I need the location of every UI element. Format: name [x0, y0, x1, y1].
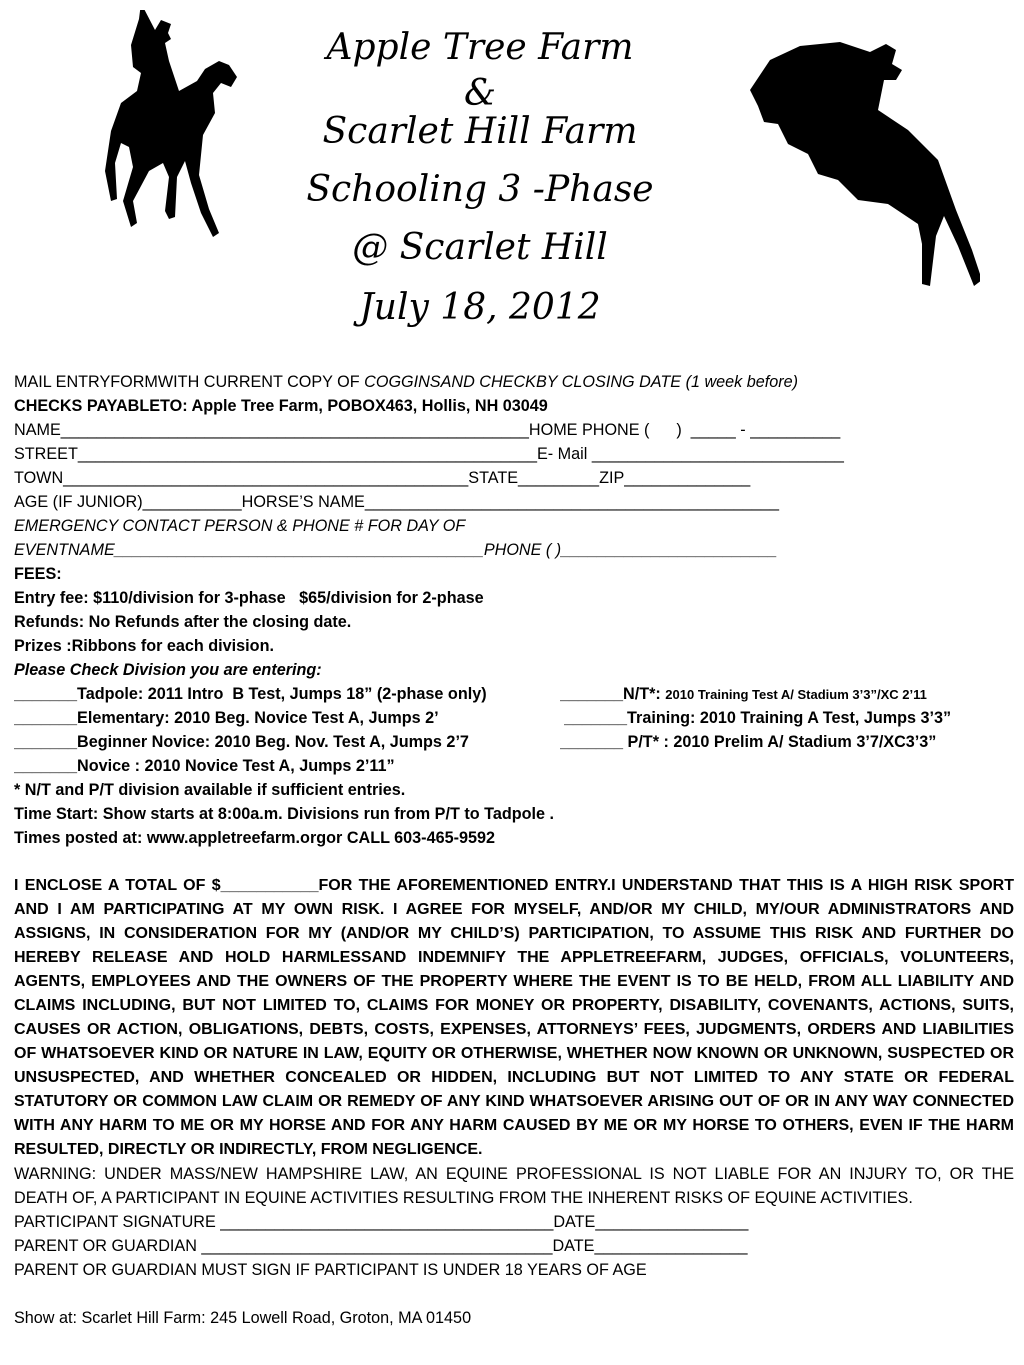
participant-signature-field[interactable]: PARTICIPANT SIGNATURE _____________________________________DATE_________________ [14, 1213, 749, 1231]
header-date: July 18, 2012 [359, 287, 601, 328]
division-list [14, 682, 1014, 778]
division-pt[interactable]: _______ P/T* : 2010 Prelim A/ Stadium 3’7/XC3’3” [560, 733, 937, 751]
prizes: Prizes :Ribbons for each division. [14, 637, 274, 655]
refunds: Refunds: No Refunds after the closing date. [14, 613, 352, 631]
emergency-contact-label: EMERGENCY CONTACT PERSON & PHONE # FOR DAY OF [14, 517, 466, 535]
division-elementary[interactable]: _______Elementary: 2010 Beg. Novice Test A, Jumps 2’ [14, 709, 439, 727]
header-event: Schooling 3 -Phase [306, 169, 654, 210]
division-tadpole[interactable]: _______Tadpole: 2011 Intro B Test, Jumps 18” (2-phase only) [14, 685, 487, 703]
checks-payable: CHECKS PAYABLETO: Apple Tree Farm, POBOX463, Hollis, NH 03049 [14, 397, 548, 415]
times-posted: Times posted at: www.appletreefarm.orgor CALL 603-465-9592 [14, 829, 495, 847]
division-novice[interactable]: _______Novice : 2010 Novice Test A, Jumps 2’11” [14, 757, 395, 775]
age-horse-field[interactable]: AGE (IF JUNIOR)___________HORSE’S NAME______________________________________________ [14, 493, 779, 511]
waiver-text: I ENCLOSE A TOTAL OF $___________FOR THE AFOREMENTIONED ENTRY.I UNDERSTAND THAT THIS IS A HIGH RISK SPORT AND I AM PARTICIPATING AT MY OWN RISK. I AGREE FOR MYSELF, AND/OR MY CHILD, MY/OUR ADMINISTRATORS AND ASSIGNS, IN CONSIDERATION FOR MY (AND/OR MY CHILD’S) PARTICIPATION, TO ASSUME THIS RISK AND FURTHER DO HEREBY RELEASE AND HOLD HARMLESSAND INDEMNIFY THE APPLETREEFARM, JUDGES, OFFICIALS, VOLUNTEERS, AGENTS, EMPLOYEES AND THE OWNERS OF THE PROPERTY WHERE THE EVENT IS TO BE HELD, FROM ALL LIABILITY AND CLAIMS INCLUDING, BUT NOT LIMITED TO, CLAIMS FOR MONEY OR PROPERTY, DISABILITY, COVENANTS, ACTIONS, SUITS, CAUSES OR ACTION, OBLIGATIONS, DEBTS, COSTS, EXPENSES, ATTORNEYS’ FEES, JUDGMENTS, ORDERS AND LIABILITIES OF WHATSOEVER KIND OR NATURE IN LAW, EQUITY OR OTHERWISE, WHETHER NOW KNOWN OR UNKNOWN, SUSPECTED OR UNSUSPECTED, AND WHETHER CONCEALED OR HIDDEN, INCLUDING BUT NOT LIMITED TO ANY STATE OR FEDERAL STATUTORY OR COMMON LAW CLAIM OR REMEDY OF ANY KIND WHATSOEVER ARISING OUT OF OR IN ANY WAY CONNECTED WITH ANY HARM TO ME OR MY HORSE AND FOR ANY HARM CAUSED BY ME OR MY HORSE TO OTHERS, EVEN IF THE HARM RESULTED, DIRECTLY OR INDIRECTLY, FROM NEGLIGENCE. [14, 877, 1014, 1158]
warning-text: WARNING: UNDER MASS/NEW HAMPSHIRE LAW, AN EQUINE PROFESSIONAL IS NOT LIABLE FOR AN INJURY TO, OR THE DEATH OF, A PARTICIPANT IN EQUINE ACTIVITIES RESULTING FROM THE INHERENT RISKS OF EQUINE ACTIVITIES. [14, 1165, 1014, 1207]
parent-signature-field[interactable]: PARENT OR GUARDIAN _______________________________________DATE_________________ [14, 1237, 748, 1255]
mail-instructions: MAIL ENTRYFORMWITH CURRENT COPY OF COGGINSAND CHECKBY CLOSING DATE (1 week before) [14, 373, 799, 391]
name-field[interactable]: NAME____________________________________________________HOME PHONE ( ) _____ - __________ [14, 421, 841, 439]
check-division-label: Please Check Division you are entering: [14, 661, 322, 679]
header-ampersand: & [463, 73, 497, 114]
dressage-horse-rider-silhouette-icon [70, 10, 240, 275]
emergency-contact-field[interactable]: EVENTNAME_________________________________________PHONE ( )________________________ [14, 541, 778, 559]
time-start: Time Start: Show starts at 8:00a.m. Divisions run from P/T to Tadpole . [14, 805, 554, 823]
entry-fee: Entry fee: $110/division for 3-phase $65/division for 2-phase [14, 589, 484, 607]
division-beginner-novice[interactable]: _______Beginner Novice: 2010 Beg. Nov. Test A, Jumps 2’7 [14, 733, 469, 751]
division-training[interactable]: _______Training: 2010 Training A Test, Jumps 3’3” [564, 709, 952, 727]
jumping-horse-rider-silhouette-icon [730, 30, 980, 310]
street-field[interactable]: STREET___________________________________________________E- Mail ____________________________ [14, 445, 844, 463]
entry-form [14, 370, 1014, 1330]
fees-heading: FEES: [14, 565, 62, 583]
header-farm-1: Apple Tree Farm [326, 27, 634, 68]
division-nt[interactable]: _______N/T*: 2010 Training Test A/ Stadium 3’3”/XC 2’11 [560, 685, 927, 703]
header-location: @ Scarlet Hill [352, 227, 608, 268]
show-location: Show at: Scarlet Hill Farm: 245 Lowell Road, Groton, MA 01450 [14, 1309, 472, 1327]
parent-sign-note: PARENT OR GUARDIAN MUST SIGN IF PARTICIPANT IS UNDER 18 YEARS OF AGE [14, 1261, 647, 1279]
header-farm-2: Scarlet Hill Farm [322, 111, 638, 152]
town-field[interactable]: TOWN_____________________________________________STATE_________ZIP______________ [14, 469, 751, 487]
availability-note: * N/T and P/T division available if sufficient entries. [14, 781, 406, 799]
